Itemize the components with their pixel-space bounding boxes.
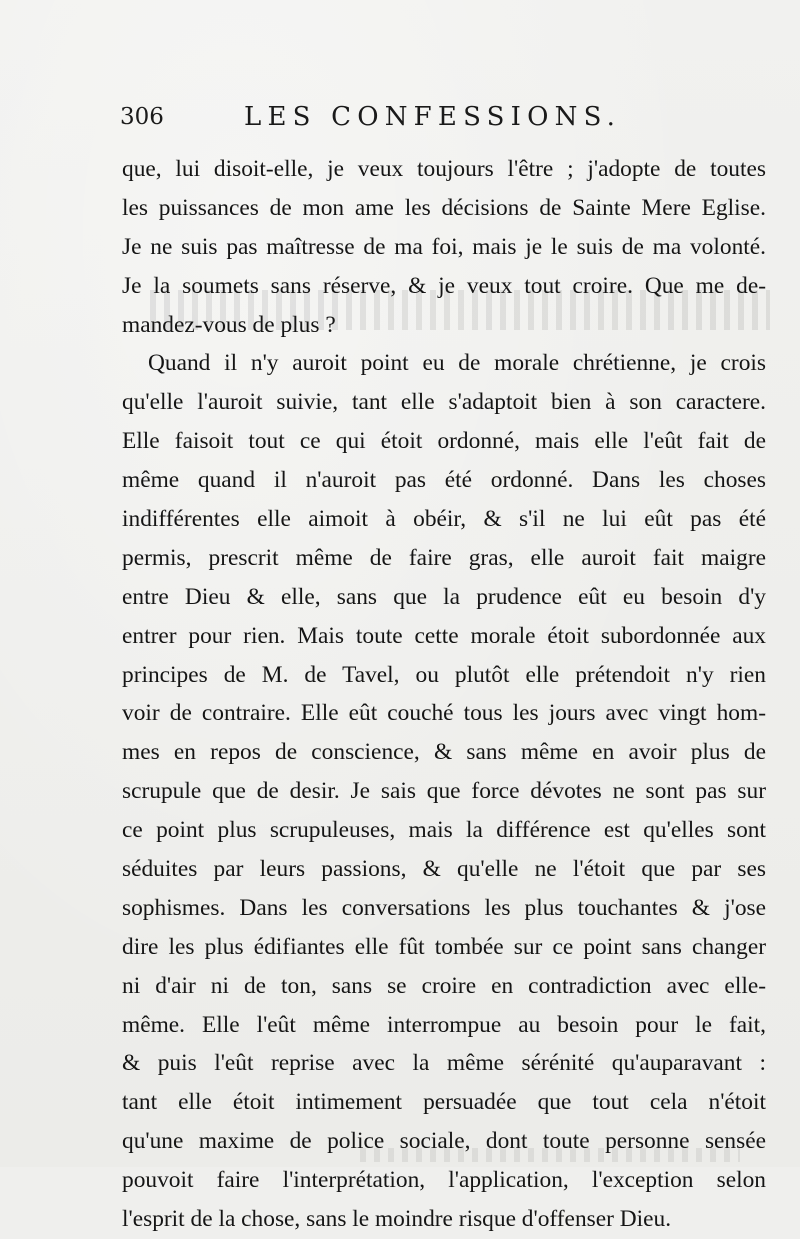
- text-line: Je ne suis pas maîtresse de ma foi, mais je le suis de ma volonté.: [122, 233, 766, 260]
- text-line: indifférentes elle aimoit à obéir, & s'il ne lui eût pas été: [122, 506, 766, 533]
- text-line: même. Elle l'eût même interrompue au besoin pour le fait,: [122, 1011, 766, 1038]
- text-line: même quand il n'auroit pas été ordonné. Dans les choses: [122, 467, 766, 494]
- text-line: permis, prescrit même de faire gras, elle auroit fait maigre: [122, 544, 766, 571]
- running-head: [120, 102, 680, 142]
- text-line: voir de contraire. Elle eût couché tous les jours avec vingt hom-: [122, 700, 766, 727]
- text-line: ni d'air ni de ton, sans se croire en contradiction avec elle-: [122, 972, 766, 999]
- text-line: dire les plus édifiantes elle fût tombée sur ce point sans changer: [122, 933, 766, 960]
- text-line: pouvoit faire l'interprétation, l'application, l'exception selon: [122, 1167, 766, 1194]
- text-line: Elle faisoit tout ce qui étoit ordonné, mais elle l'eût fait de: [122, 428, 766, 455]
- text-line: principes de M. de Tavel, ou plutôt elle prétendoit n'y rien: [122, 661, 766, 688]
- text-line: ce point plus scrupuleuses, mais la différence est qu'elles sont: [122, 817, 766, 844]
- text-line: & puis l'eût reprise avec la même sérénité qu'auparavant :: [122, 1050, 766, 1077]
- text-line: séduites par leurs passions, & qu'elle ne l'étoit que par ses: [122, 856, 766, 883]
- page-title: LES CONFESSIONS.: [244, 102, 622, 132]
- text-line: sophismes. Dans les conversations les plus touchantes & j'ose: [122, 894, 766, 921]
- text-line: mandez-vous de plus ?: [122, 311, 336, 338]
- text-line: entre Dieu & elle, sans que la prudence eût eu besoin d'y: [122, 583, 766, 610]
- text-line: que, lui disoit-elle, je veux toujours l'être ; j'adopte de toutes: [122, 156, 766, 182]
- text-line: Quand il n'y auroit point eu de morale chrétienne, je crois: [148, 350, 766, 377]
- body-text: [122, 150, 766, 1239]
- text-line: l'esprit de la chose, sans le moindre risque d'offenser Dieu.: [122, 1206, 672, 1233]
- text-line: qu'elle l'auroit suivie, tant elle s'adaptoit bien à son caractere.: [122, 389, 766, 416]
- page-number: 306: [120, 104, 164, 130]
- text-line: Je la soumets sans réserve, & je veux tout croire. Que me de-: [122, 272, 766, 299]
- text-line: qu'une maxime de police sociale, dont toute personne sensée: [122, 1128, 766, 1155]
- text-line: scrupule que de desir. Je sais que force dévotes ne sont pas sur: [122, 778, 766, 805]
- text-line: mes en repos de conscience, & sans même en avoir plus de: [122, 739, 766, 766]
- text-line: tant elle étoit intimement persuadée que tout cela n'étoit: [122, 1089, 766, 1116]
- text-line: les puissances de mon ame les décisions de Sainte Mere Eglise.: [122, 194, 766, 221]
- text-line: entrer pour rien. Mais toute cette morale étoit subordonnée aux: [122, 622, 766, 649]
